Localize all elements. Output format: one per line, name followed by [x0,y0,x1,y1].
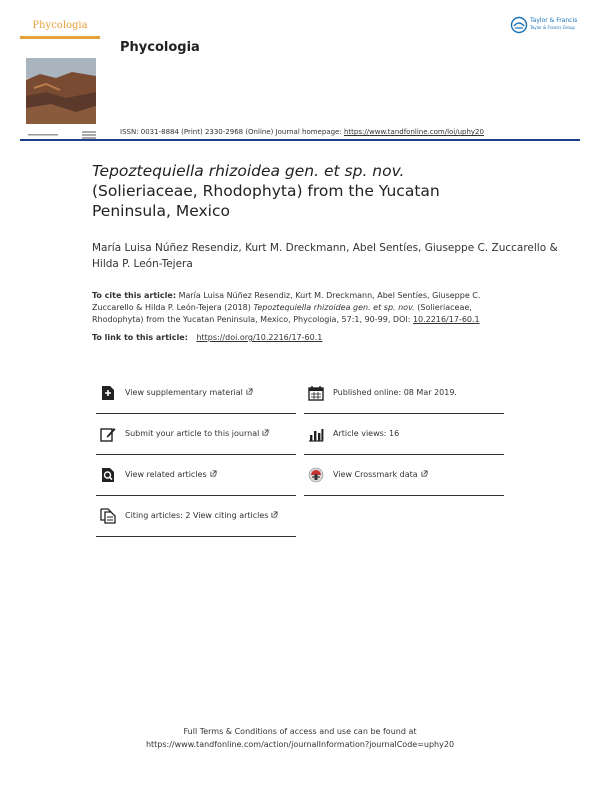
terms-text: Full Terms & Conditions of access and use can be found at [183,727,417,736]
article-doi-link[interactable]: https://doi.org/10.2216/17-60.1 [196,333,323,342]
external-link-icon [421,470,428,477]
citation-title: Tepoztequiella rhizoidea gen. et sp. nov. [253,303,415,312]
publisher-logo-icon [510,16,528,34]
article-title-line-3: Peninsula, Mexico [92,202,230,220]
article-title-line-1: Tepoztequiella rhizoidea gen. et sp. nov. [92,162,405,180]
issn-line [120,128,484,136]
terms-footer [0,725,600,751]
external-link-icon [271,511,278,518]
citation-authors: María Luisa Núñez Resendiz, Kurt M. Dreckmann, Abel Sentíes, Giuseppe C. Zuccarello & Hilda P. León-Tejera (2018) [92,291,481,312]
supplementary-label: View supplementary material [125,388,243,397]
article-views-info [304,414,504,455]
cover-photo [26,58,96,124]
publisher-logo[interactable] [510,16,582,40]
article-views-label: Article views: 16 [333,429,400,438]
article-link-label: To link to this article: [92,333,188,342]
search-document-icon [100,467,116,483]
supplementary-material-link[interactable] [96,373,296,414]
cover-footer-logos [28,124,98,132]
calendar-icon [308,385,324,401]
edit-icon [100,426,116,442]
related-articles-label: View related articles [125,470,207,479]
citation-details: (Solieriaceae, Rhodophyta) from the Yucatan Peninsula, Mexico, Phycologia, 57:1, 90-99, DOI: [92,303,472,324]
citing-articles-label: Citing articles: 2 View citing articles [125,511,269,520]
citation-block [92,290,517,326]
cover-accent-bar [20,36,100,39]
add-document-icon [100,385,116,401]
cover-title: Phycologia [32,20,88,31]
crossmark-label: View Crossmark data [333,470,418,479]
citing-articles-link[interactable] [96,496,296,537]
submit-article-label: Submit your article to this journal [125,429,260,438]
issn-text: ISSN: 0031-8884 (Print) 2330-2968 (Online) Journal homepage: [120,128,342,136]
copy-documents-icon [100,508,116,524]
external-link-icon [262,429,269,436]
header-divider [20,139,580,141]
publisher-logo-text: Taylor & Francis [530,17,578,24]
terms-url-link[interactable]: https://www.tandfonline.com/action/journalInformation?journalCode=uphy20 [145,740,455,749]
submit-article-link[interactable] [96,414,296,455]
crossmark-icon [308,467,324,483]
journal-homepage-link[interactable]: https://www.tandfonline.com/loi/uphy20 [343,128,484,136]
published-online-label: Published online: 08 Mar 2019. [333,388,457,397]
article-title [92,161,562,221]
article-link-line [92,333,322,342]
external-link-icon [246,388,253,395]
related-articles-link[interactable] [96,455,296,496]
journal-name: Phycologia [120,40,200,55]
citation-doi-link[interactable]: 10.2216/17-60.1 [412,315,480,324]
crossmark-link[interactable] [304,455,504,496]
published-online-info [304,373,504,414]
citation-label: To cite this article: [92,291,177,300]
article-title-line-2: (Solieriaceae, Rhodophyta) from the Yucatan [92,182,440,200]
journal-cover-thumbnail [20,18,100,118]
publisher-logo-subtext: Taylor & Francis Group [530,25,575,30]
external-link-icon [210,470,217,477]
bar-chart-icon [308,426,324,442]
authors: María Luisa Núñez Resendiz, Kurt M. Dreckmann, Abel Sentíes, Giuseppe C. Zuccarello & Hilda P. León-Tejera [92,242,558,270]
